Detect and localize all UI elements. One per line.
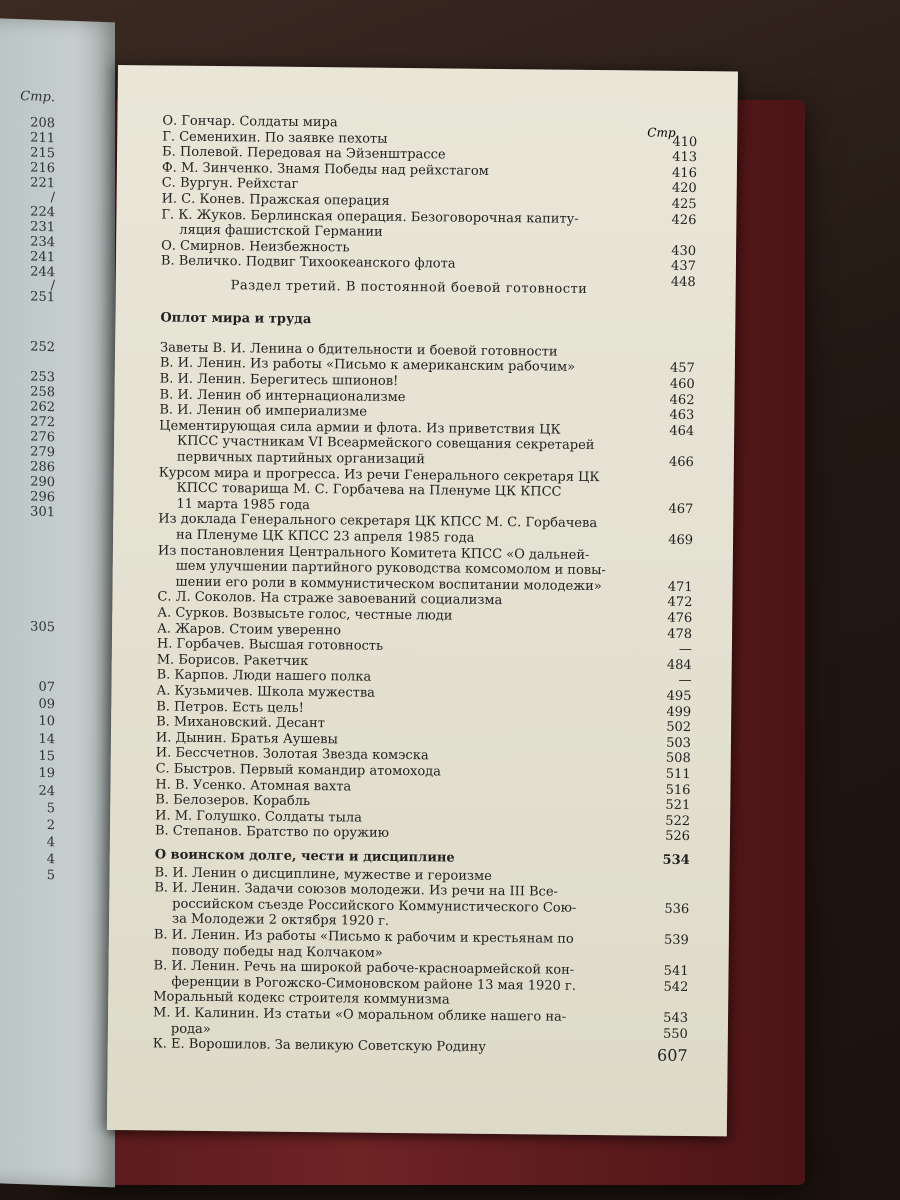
entry-page: 607 [657, 1045, 688, 1065]
entry-title: Цементирующая сила армии и флота. Из приветствия ЦК [159, 418, 561, 438]
left-page-number: 305 [30, 619, 55, 636]
entry-title: С. Л. Соколов. На страже завоеваний социализма [157, 589, 503, 609]
entry-title: В. Петров. Есть цель! [156, 699, 304, 716]
entry-page: 425 [671, 196, 697, 213]
entry-title: И. Дынин. Братья Аушевы [155, 730, 338, 748]
entry-page: 526 [665, 829, 691, 845]
entry-title: Б. Полевой. Передовая на Эйзенштрассе [162, 144, 446, 163]
entry-page: — [678, 642, 692, 658]
left-page-number: 241 [30, 249, 55, 266]
entry-page: 503 [666, 735, 692, 751]
group-title: Оплот мира и труда [160, 310, 312, 328]
entry-page: 534 [662, 852, 690, 869]
entry-title: А. Жаров. Стоим уверенно [157, 621, 342, 638]
entry-title: В. И. Ленин. Задачи союзов молодежи. Из речи на III Все- [154, 880, 559, 900]
entry-title: за Молодежи 2 октября 1920 г. [171, 912, 390, 930]
left-page-number: 253 [30, 369, 55, 386]
left-page-number: 19 [38, 765, 55, 782]
entry-page: 499 [666, 704, 692, 720]
table-of-contents [152, 112, 723, 1065]
entry-title: К. Е. Ворошилов. За великую Советскую Родину [152, 1036, 487, 1056]
left-page-number: 15 [38, 748, 55, 765]
left-page-number: 14 [38, 731, 55, 748]
left-page-number: 215 [30, 145, 55, 162]
left-page-number: 208 [30, 115, 55, 132]
entry-title: КПСС товарища М. С. Горбачева на Пленуме ЦК КПСС [176, 480, 562, 500]
entry-title: О воинском долге, чести и дисциплине [154, 847, 455, 866]
left-page [0, 18, 115, 1188]
entry-page: 536 [664, 901, 690, 917]
right-page [107, 65, 738, 1136]
entry-title: В. И. Ленин. Речь на широкой рабоче-красноармейской кон- [153, 958, 575, 979]
entry-title: на Пленуме ЦК КПСС 23 апреля 1985 года [176, 527, 475, 546]
left-page-number: 216 [30, 160, 55, 177]
left-page-number: 272 [30, 414, 55, 431]
entry-page: 541 [663, 963, 689, 980]
left-page-number: 262 [30, 399, 55, 416]
entry-page: 508 [665, 751, 691, 767]
entry-title: А. Сурков. Возвысьте голос, честные люди [157, 605, 453, 624]
entry-page: 550 [662, 1026, 688, 1042]
entry-page: 416 [671, 165, 697, 181]
entry-title: шем улучшении партийного руководства комсомолом и повы- [175, 558, 606, 579]
left-page-number: 252 [30, 339, 55, 356]
entry-page: 484 [666, 657, 692, 673]
section-title: Раздел третий. В постоянной боевой готовности [230, 277, 588, 297]
entry-page: 542 [663, 979, 689, 995]
entry-title: С. Вургун. Рейхстаг [161, 175, 299, 193]
left-page-numbers [0, 18, 115, 1188]
left-page-number: 251 [30, 289, 55, 306]
left-page-number: 290 [30, 474, 55, 491]
left-page-number: 211 [30, 130, 55, 147]
entry-title: В. Степанов. Братство по оружию [154, 823, 390, 842]
left-page-number: 4 [46, 834, 55, 851]
left-page-number: 07 [38, 679, 55, 696]
entry-title: 11 марта 1985 года [176, 496, 311, 513]
left-page-number: 296 [30, 489, 55, 506]
entry-page: 472 [667, 595, 693, 611]
left-page-number: / [50, 190, 55, 206]
left-page-number: 2 [46, 817, 55, 834]
entry-title: М. И. Калинин. Из статьи «О моральном облике нашего на- [152, 1005, 567, 1025]
entry-page: 466 [668, 454, 694, 471]
entry-page: — [678, 673, 692, 689]
entry-title: шении его роли в коммунистическом воспитании молодежи» [175, 574, 602, 594]
entry-title: В. И. Ленин. Берегитесь шпионов! [159, 371, 399, 389]
left-page-number: 276 [30, 429, 55, 446]
entry-page: 457 [669, 361, 695, 377]
entry-page: 543 [663, 1010, 689, 1027]
entry-title: ляция фашистской Германии [179, 222, 383, 240]
entry-page: 464 [669, 423, 695, 439]
entry-page: 463 [669, 407, 695, 424]
entry-title: Н. В. Усенко. Атомная вахта [155, 777, 352, 795]
left-page-number: 221 [30, 175, 55, 192]
entry-page: 467 [668, 501, 694, 517]
entry-page: 426 [671, 212, 697, 228]
left-page-number: 279 [30, 444, 55, 461]
entry-title: Г. К. Жуков. Берлинская операция. Безоговорочная капиту- [161, 207, 579, 227]
entry-title: Заветы В. И. Ленина о бдительности и боевой готовности [159, 340, 558, 360]
left-page-number: 4 [46, 851, 55, 868]
entry-page: 521 [665, 797, 691, 814]
entry-title: Курсом мира и прогресса. Из речи Генерального секретаря ЦК [158, 465, 600, 485]
entry-title: В. И. Ленин. Из работы «Письмо к рабочим и крестьянам по [153, 927, 574, 947]
entry-title: В. Михановский. Десант [156, 714, 326, 732]
entry-title: В. И. Ленин. Из работы «Письмо к американским рабочим» [159, 355, 576, 376]
entry-page: 502 [666, 719, 692, 736]
left-page-number: 24 [38, 783, 55, 800]
left-page-number: 10 [38, 713, 55, 730]
left-page-number: 09 [38, 696, 55, 713]
entry-page: 410 [672, 134, 698, 150]
entry-title: КПСС участникам VI Всеармейского совещания секретарей [176, 434, 595, 454]
entry-title: Моральный кодекс строителя коммунизма [153, 989, 450, 1008]
entry-title: В. И. Ленин об империализме [159, 402, 368, 420]
page-column-header: Стр. [647, 125, 680, 140]
left-page-number: 5 [46, 800, 55, 817]
entry-page: 462 [669, 392, 695, 408]
entry-title: Из постановления Центрального Комитета КПСС «О дальней- [157, 543, 590, 563]
entry-title: И. Бессчетнов. Золотая Звезда комэска [155, 745, 429, 764]
entry-page: 478 [667, 626, 693, 642]
entry-title: И. М. Голушко. Солдаты тыла [155, 808, 363, 826]
entry-title: Из доклада Генерального секретаря ЦК КПСС М. С. Горбачева [158, 511, 598, 532]
left-page-number: 224 [30, 204, 55, 221]
left-page-number: / [50, 278, 55, 294]
left-page-number: 234 [30, 234, 55, 251]
entry-page: 495 [666, 688, 692, 705]
entry-page: 471 [667, 579, 693, 595]
entry-title: И. С. Конев. Пражская операция [161, 191, 390, 209]
entry-title: В. Величко. Подвиг Тихоокеанского флота [160, 253, 456, 272]
left-page-number: 231 [30, 219, 55, 236]
entry-page: 476 [667, 610, 693, 627]
entry-title: рода» [170, 1021, 211, 1037]
left-page-number: 5 [46, 867, 55, 884]
entry-title: Н. Горбачев. Высшая готовность [156, 636, 384, 654]
entry-title: Г. Семенихин. По заявке пехоты [162, 129, 388, 147]
entry-title: ференции в Рогожско-Симоновском районе 13 мая 1920 г. [171, 974, 577, 994]
entry-page: 420 [671, 181, 697, 197]
left-page-number: 258 [30, 384, 55, 401]
entry-title: поводу победы над Колчаком» [171, 943, 383, 961]
entry-page: 511 [665, 766, 691, 783]
entry-title: В. И. Ленин об интернационализме [159, 387, 406, 405]
entry-page: 413 [672, 149, 698, 166]
left-page-number: 244 [30, 264, 55, 281]
entry-title: первичных партийных организаций [176, 449, 426, 468]
entry-page: 460 [669, 376, 695, 393]
left-page-header: Стр. [20, 89, 55, 106]
entry-title: В. И. Ленин о дисциплине, мужестве и героизме [154, 865, 492, 884]
entry-page: 522 [665, 813, 691, 829]
left-page-number: 286 [30, 459, 55, 476]
left-page-number: 301 [30, 504, 55, 521]
entry-title: С. Быстров. Первый командир атомохода [155, 761, 442, 780]
entry-page: 516 [665, 782, 691, 798]
entry-page: 539 [663, 932, 689, 949]
entry-page: 448 [670, 274, 696, 291]
entry-page: 469 [668, 532, 694, 549]
entry-page: 430 [671, 243, 697, 259]
entry-page: 437 [671, 259, 696, 275]
entry-title: О. Гончар. Солдаты мира [162, 113, 338, 131]
entry-title: О. Смирнов. Неизбежность [161, 238, 350, 256]
entry-title: Ф. М. Зинченко. Знамя Победы над рейхстагом [161, 160, 489, 179]
entry-title: А. Кузьмичев. Школа мужества [156, 683, 376, 701]
entry-title: М. Борисов. Ракетчик [156, 652, 309, 669]
entry-title: В. Карпов. Люди нашего полка [156, 667, 372, 686]
entry-title: В. Белозеров. Корабль [155, 792, 311, 810]
entry-title: российском съезде Российского Коммунистического Сою- [172, 896, 577, 916]
